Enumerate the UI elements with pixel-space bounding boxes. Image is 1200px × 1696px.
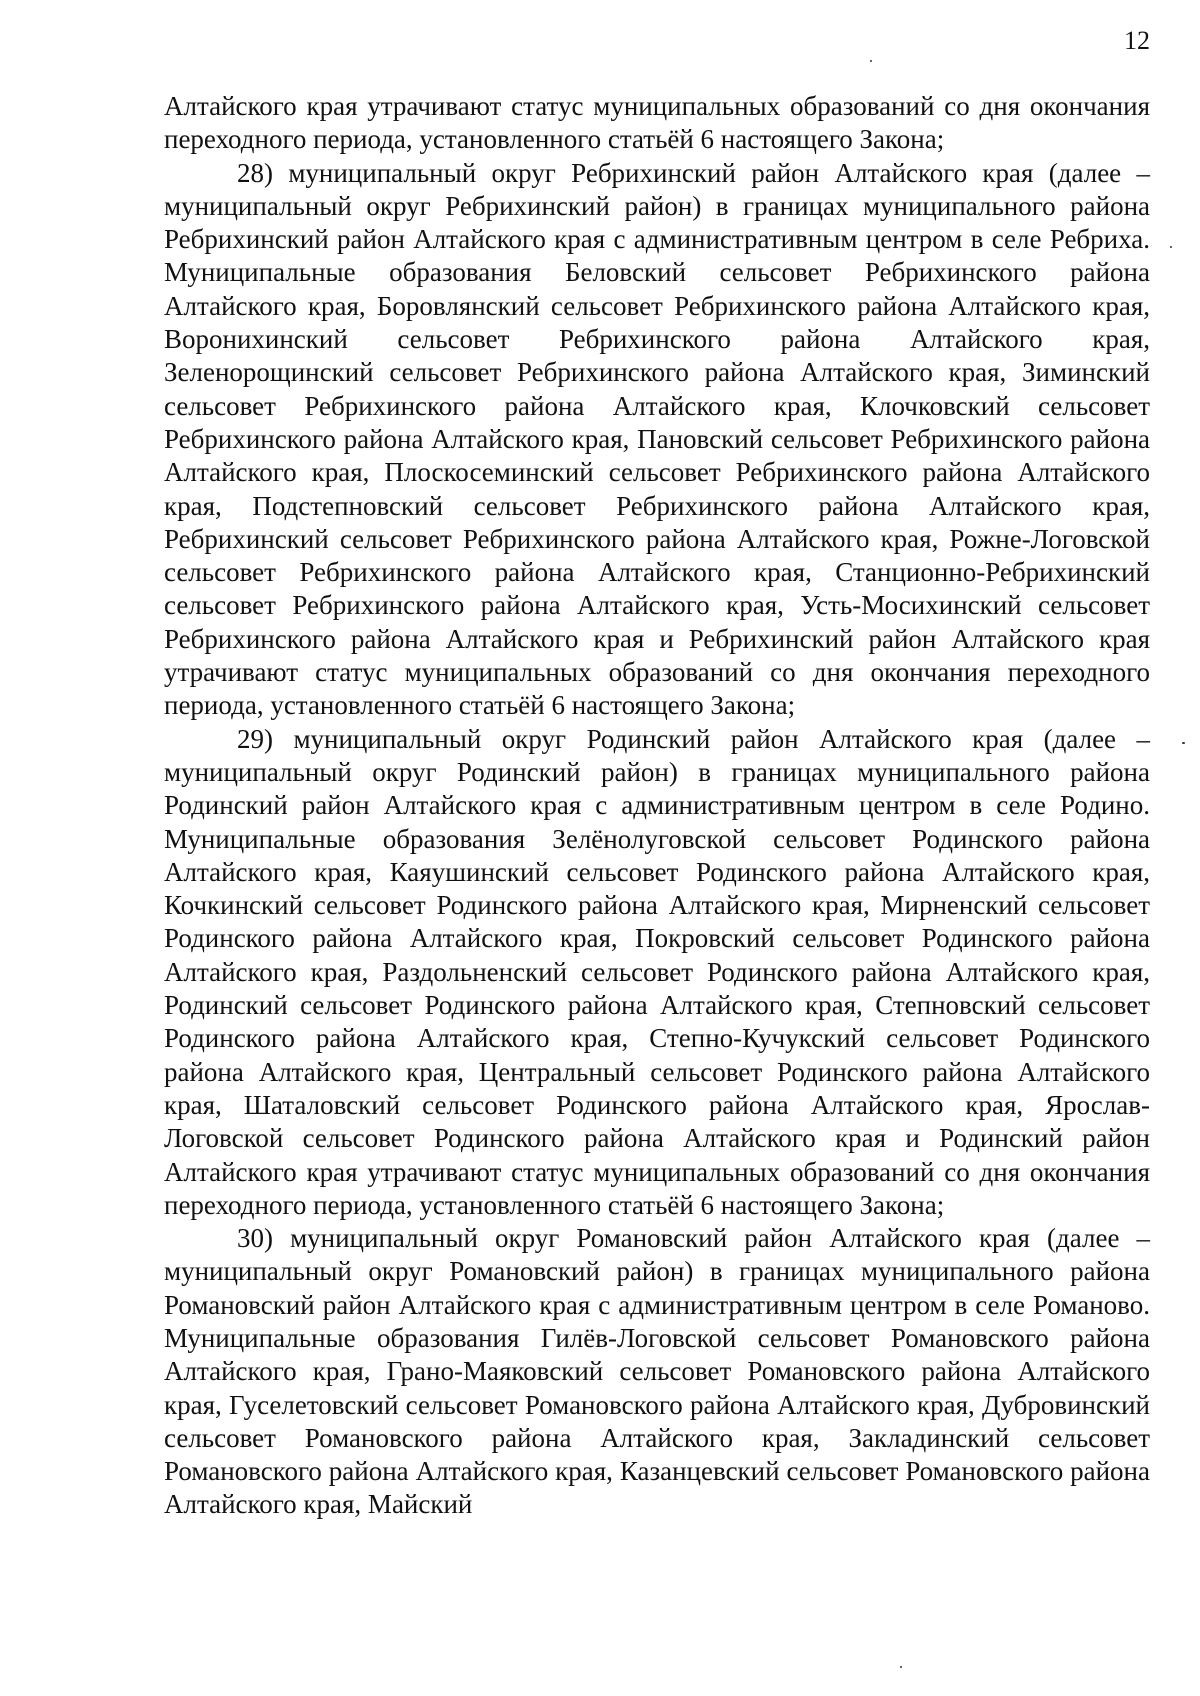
document-body [164, 90, 1150, 1522]
paragraph-item-29: 29) муниципальный округ Родинский район Алтайского края (далее – муниципальный округ Родинский район) в границах муниципального района Родинский район Алтайского края с административным центром в селе Родино. Муниципальные образования Зелёнолуговской сельсовет Родинского района Алтайского края, Каяушинский сельсовет Родинского района Алтайского края, Кочкинский сельсовет Родинского района Алтайского края, Мирненский сельсовет Родинского района Алтайского края, Покровский сельсовет Родинского района Алтайского края, Раздольненский сельсовет Родинского района Алтайского края, Родинский сельсовет Родинского района Алтайского края, Степновский сельсовет Родинского района Алтайского края, Степно-Кучукский сельсовет Родинского района Алтайского края, Центральный сельсовет Родинского района Алтайского края, Шаталовский сельсовет Родинского района Алтайского края, Ярослав-Логовской сельсовет Родинского района Алтайского края и Родинский район Алтайского края утрачивают статус муниципальных образований со дня окончания переходного периода, установленного статьёй 6 настоящего Закона; [164, 723, 1150, 1220]
scan-speck [900, 1666, 902, 1668]
paragraph-item-30: 30) муниципальный округ Романовский район Алтайского края (далее – муниципальный округ Романовский район) в границах муниципального района Романовский район Алтайского края с административным центром в селе Романово. Муниципальные образования Гилёв-Логовской сельсовет Романовского района Алтайского края, Грано-Маяковский сельсовет Романовского района Алтайского края, Гуселетовский сельсовет Романовского района Алтайского края, Дубровинский сельсовет Романовского района Алтайского края, Закладинский сельсовет Романовского района Алтайского края, Казанцевский сельсовет Романовского района Алтайского края, Майский [164, 1223, 1150, 1520]
scan-speck [870, 60, 872, 62]
scan-speck [1170, 246, 1172, 248]
paragraph-continuation: Алтайского края утрачивают статус муниципальных образований со дня окончания переходного периода, установленного статьёй 6 настоящего Закона; [164, 91, 1150, 155]
scan-speck [1182, 742, 1185, 744]
page-number: 12 [1124, 26, 1150, 55]
paragraph-item-28: 28) муниципальный округ Ребрихинский район Алтайского края (далее – муниципальный округ Ребрихинский район) в границах муниципального района Ребрихинский район Алтайского края с административным центром в селе Ребриха. Муниципальные образования Беловский сельсовет Ребрихинского района Алтайского края, Боровлянский сельсовет Ребрихинского района Алтайского края, Воронихинский сельсовет Ребрихинского района Алтайского края, Зеленорощинский сельсовет Ребрихинского района Алтайского края, Зиминский сельсовет Ребрихинского района Алтайского края, Клочковский сельсовет Ребрихинского района Алтайского края, Пановский сельсовет Ребрихинского района Алтайского края, Плоскосеминский сельсовет Ребрихинского района Алтайского края, Подстепновский сельсовет Ребрихинского района Алтайского края, Ребрихинский сельсовет Ребрихинского района Алтайского края, Рожне-Логовской сельсовет Ребрихинского района Алтайского края, Станционно-Ребрихинский сельсовет Ребрихинского района Алтайского края, Усть-Мосихинский сельсовет Ребрихинского района Алтайского края и Ребрихинский район Алтайского края утрачивают статус муниципальных образований со дня окончания переходного периода, установленного статьёй 6 настоящего Закона; [164, 157, 1150, 721]
